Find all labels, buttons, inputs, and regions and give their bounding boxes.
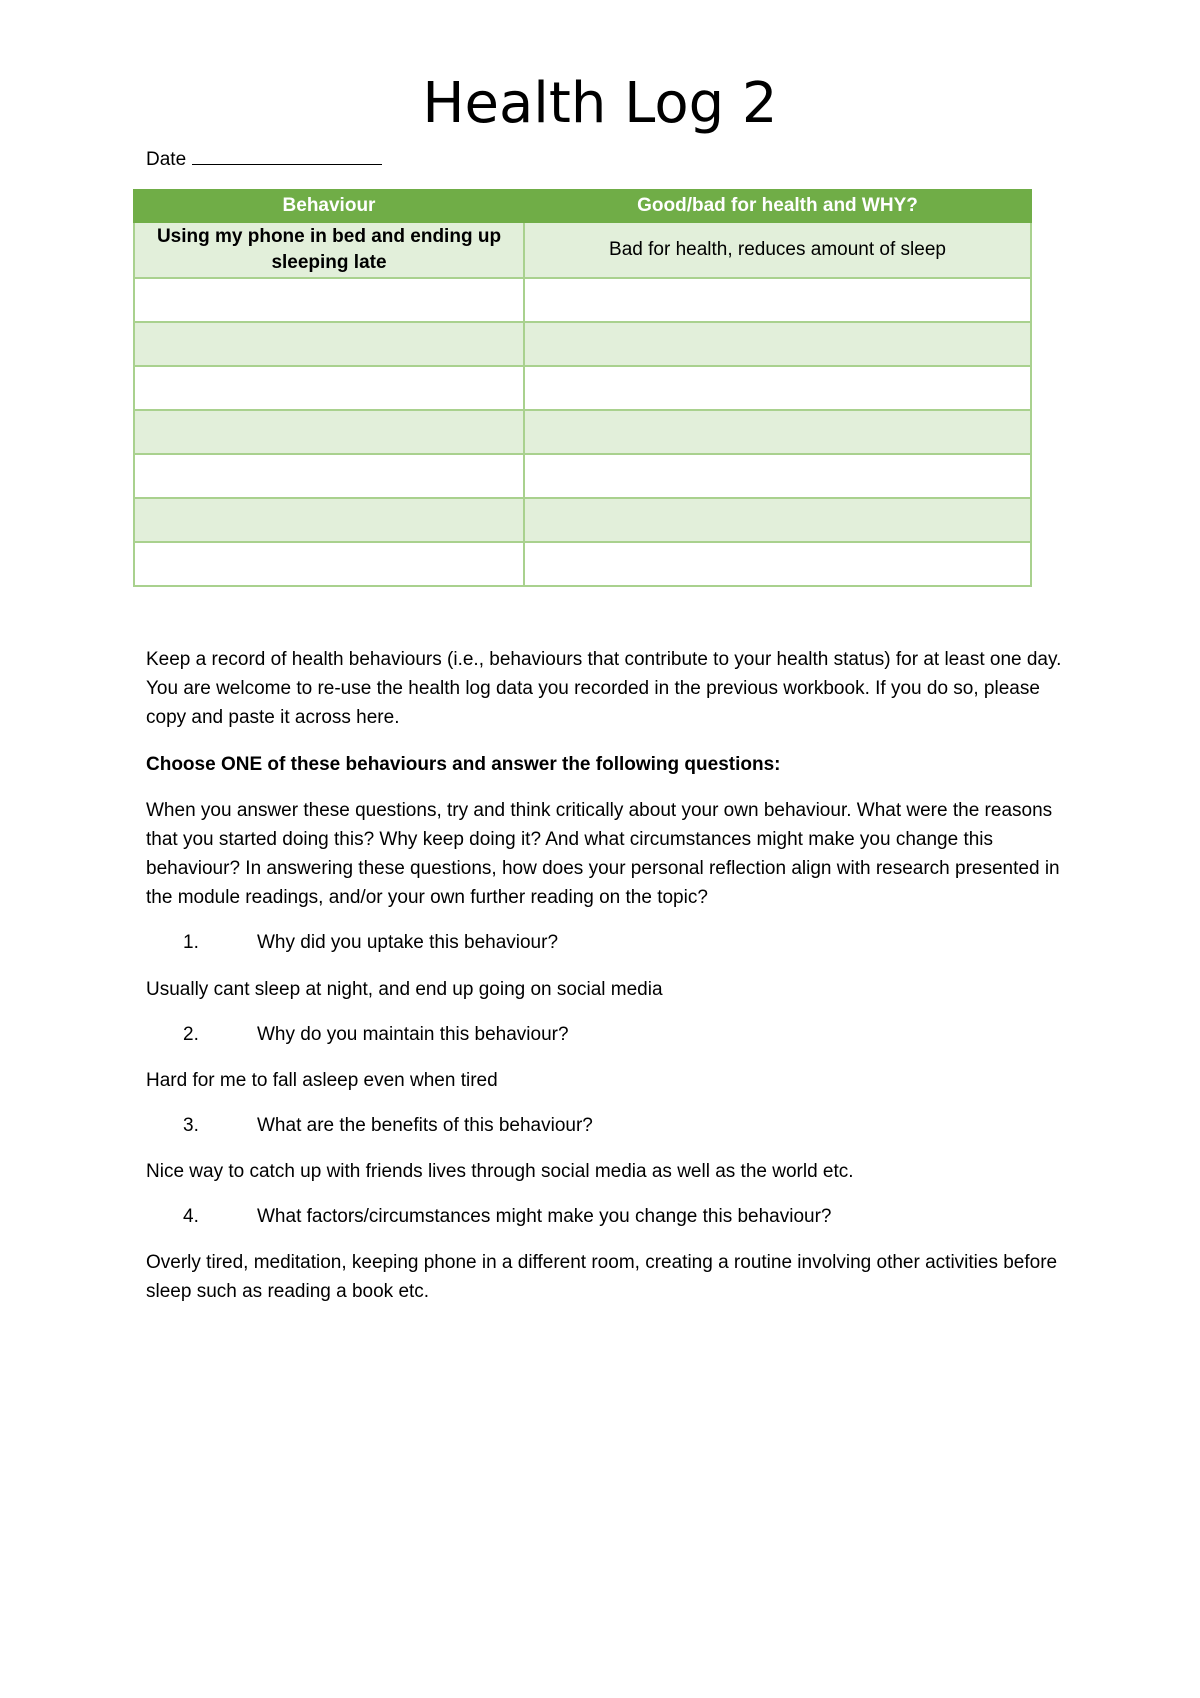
header-good-bad: Good/bad for health and WHY? [524,190,1031,222]
table-row [134,278,1031,322]
table-cell-why [524,542,1031,586]
date-field [146,146,382,173]
table-cell-why: Bad for health, reduces amount of sleep [524,222,1031,278]
table-cell-why [524,366,1031,410]
answer-3: Nice way to catch up with friends lives through social media as well as the world etc. [146,1161,854,1182]
question-text: Why do you maintain this behaviour? [257,1024,569,1045]
table-cell-behaviour [134,454,524,498]
table-cell-why [524,454,1031,498]
table-row [134,498,1031,542]
question-3 [183,1111,593,1140]
question-number: 3. [183,1115,199,1136]
guidance-text: When you answer these questions, try and think critically about your own behaviour. What were the reasons that you started doing this? Why keep doing it? And what circumstances might make you change this behaviour? In answering these questions, how does your personal reflection align with research presented in the module readings, and/or your own further reading on the topic? [146,800,1060,908]
table-cell-why [524,410,1031,454]
date-blank-line [192,146,382,165]
table-header-row [134,190,1031,222]
table-cell-behaviour [134,322,524,366]
answer-1: Usually cant sleep at night, and end up going on social media [146,979,663,1000]
date-label: Date [146,149,187,170]
table-cell-why [524,322,1031,366]
question-number: 2. [183,1024,199,1045]
health-log-table [133,189,1032,587]
question-4 [183,1202,832,1231]
table-cell-behaviour [134,410,524,454]
intro-text: Keep a record of health behaviours (i.e., behaviours that contribute to your health status) for at least one day. You are welcome to re-use the health log data you recorded in the previous workbook. If you do so, please copy and paste it across here. [146,649,1062,728]
table-cell-why [524,278,1031,322]
guidance-paragraph [146,796,1066,912]
answer-2: Hard for me to fall asleep even when tired [146,1070,498,1091]
header-behaviour: Behaviour [134,190,524,222]
table-row [134,366,1031,410]
table-cell-behaviour [134,366,524,410]
table-cell-behaviour [134,498,524,542]
table-row [134,410,1031,454]
table-row [134,542,1031,586]
question-text: What are the benefits of this behaviour? [257,1115,593,1136]
question-number: 4. [183,1206,199,1227]
question-number: 1. [183,932,199,953]
question-1 [183,928,558,957]
table-cell-behaviour [134,542,524,586]
answer-4: Overly tired, meditation, keeping phone in a different room, creating a routine involving other activities before sleep such as reading a book etc. [146,1252,1058,1302]
page-title: Health Log 2 [422,71,778,136]
table-cell-why [524,498,1031,542]
table-row [134,322,1031,366]
table-row [134,222,1031,278]
question-2 [183,1020,569,1049]
table-cell-behaviour: Using my phone in bed and ending up sleeping late [134,222,524,278]
table-row [134,454,1031,498]
intro-paragraph [146,645,1066,732]
choose-instruction: Choose ONE of these behaviours and answer the following questions: [146,754,781,775]
question-text: What factors/circumstances might make you change this behaviour? [257,1206,832,1227]
table-cell-behaviour [134,278,524,322]
question-text: Why did you uptake this behaviour? [257,932,559,953]
